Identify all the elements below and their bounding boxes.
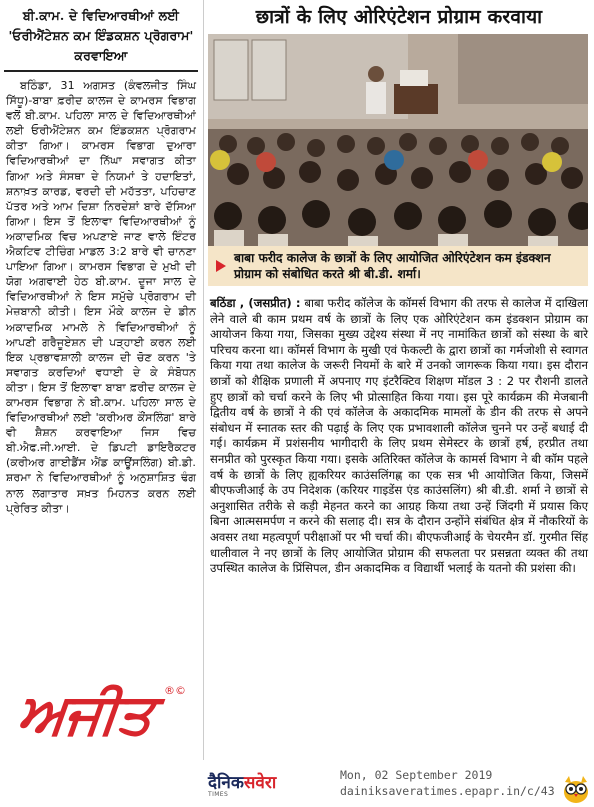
epaper-url: dainiksaveratimes.epapr.in/c/43 [340, 784, 555, 798]
hindi-article [208, 2, 590, 577]
brand-tagline: TIMES [208, 791, 229, 798]
punjabi-body-text: ਬਠਿੰਡਾ, 31 ਅਗਸਤ (ਕੰਵਲਜੀਤ ਸਿੰਘ ਸਿੱਧੂ)-ਬਾਬਾ ਫ਼ਰੀਦ ਕਾਲਜ ਦੇ ਕਾਮਰਸ ਵਿਭਾਗ ਵਲੋਂ ਬੀ.ਕਾਮ. ਪਹਿਲਾ ਸਾਲ ਦੇ ਵਿਦਿਆਰਥੀਆਂ ਲਈ ਓਰੀਐਂਟੇਸ਼ਨ ਕਮ ਇੰਡਕਸ਼ਨ ਪ੍ਰੋਗਰਾਮ ਕੀਤਾ ਗਿਆ। ਕਾਮਰਸ ਵਿਭਾਗ ਦੁਆਰਾ ਵਿਦਿਆਰਥੀਆਂ ਦਾ ਨਿੱਘਾ ਸਵਾਗਤ ਕੀਤਾ ਗਿਆ ਅਤੇ ਸੰਸਥਾ ਦੇ ਨਿਯਮਾਂ ਤੇ ਹਦਾਇਤਾਂ, ਸ਼ਨਾਖ਼ਤ ਕਾਰਡ, ਵਰਦੀ ਦੀ ਮਹੱਤਤਾ, ਪਹਿਚਾਣ ਪੱਤਰ ਅਤੇ ਆਮ ਦਿਸ਼ਾ ਨਿਰਦੇਸ਼ਾਂ ਬਾਰੇ ਦੱਸਿਆ ਗਿਆ। ਇਸ ਤੋਂ ਇਲਾਵਾ ਵਿਦਿਆਰਥੀਆਂ ਨੂੰ ਅਕਾਦਮਿਕ ਵਿਚ ਅਪਣਾਏ ਜਾਣ ਵਾਲੇ ਇੰਟਰ ਐਕਟਿਵ ਟੀਚਿੰਗ ਮਾਡਲ 3:2 ਬਾਰੇ ਵੀ ਚਾਨਣਾ ਪਾਇਆ ਗਿਆ। ਕਾਮਰਸ ਵਿਭਾਗ ਦੇ ਮੁਖੀ ਦੀ ਯੋਗ ਅਗਵਾਈ ਹੇਠ ਬੀ.ਕਾਮ. ਦੂਜਾ ਸਾਲ ਦੇ ਵਿਦਿਆਰਥੀਆਂ ਨੇ ਇਸ ਸਮੁੱਚੇ ਪ੍ਰੋਗਰਾਮ ਦੀ ਮੇਜ਼ਬਾਨੀ ਕੀਤੀ। ਇਸ ਮੌਕੇ ਕਾਲਜ ਦੇ ਡੀਨ ਅਕਾਦਮਿਕ ਮਾਮਲੇ ਨੇ ਵਿਦਿਆਰਥੀਆਂ ਨੂੰ ਆਪਣੀ ਗਰੈਜੂਏਸ਼ਨ ਦੀ ਪੜ੍ਹਾਈ ਕਰਨ ਲਈ ਇਕ ਪ੍ਰਭਾਵਸ਼ਾਲੀ ਕਾਲਜ ਦੀ ਚੋਣ ਕਰਨ 'ਤੇ ਸਵਾਗਤ ਕਰਦਿਆਂ ਵਧਾਈ ਦੇ ਕੇ ਸੰਬੋਧਨ ਕੀਤਾ। ਇਸ ਤੋਂ ਇਲਾਵਾ ਬਾਬਾ ਫ਼ਰੀਦ ਕਾਲਜ ਦੇ ਕਾਮਰਸ ਵਿਭਾਗ ਨੇ ਬੀ.ਕਾਮ. ਪਹਿਲਾ ਸਾਲ ਦੇ ਵਿਦਿਆਰਥੀਆਂ ਲਈ 'ਕਰੀਅਰ ਕੌਂਸਲਿੰਗ' ਬਾਰੇ ਵੀ ਸ਼ੈਸ਼ਨ ਕਰਵਾਇਆ ਜਿਸ ਵਿਚ ਬੀ.ਐਫ.ਜੀ.ਆਈ. ਦੇ ਡਿਪਟੀ ਡਾਇਰੈਕਟਰ (ਕਰੀਅਰ ਗਾਈਡੈਂਸ ਐਂਡ ਕਾਊਂਸਲਿੰਗ) ਬੀ.ਡੀ. ਸ਼ਰਮਾ ਨੇ ਵਿਦਿਆਰਥੀਆਂ ਨੂੰ ਅਨੁਸ਼ਾਸ਼ਿਤ ਢੰਗ ਨਾਲ ਲਗਾਤਾਰ ਸਖ਼ਤ ਮਿਹਨਤ ਕਰਨ ਲਈ ਪ੍ਰੇਰਿਤ ਕੀਤਾ। [6, 79, 196, 515]
owl-mascot-icon [561, 774, 591, 804]
photo-caption [208, 246, 588, 286]
ajit-logo [14, 681, 188, 747]
edition-date: Mon, 02 September 2019 [340, 768, 493, 782]
punjabi-headline: ਬੀ.ਕਾਮ. ਦੇ ਵਿਦਿਆਰਥੀਆਂ ਲਈ 'ਓਰੀਐਂਟੇਸ਼ਨ ਕਮ ਇੰਡਕਸ਼ਨ ਪ੍ਰੋਗਰਾਮ' ਕਰਵਾਇਆ [4, 6, 198, 72]
hindi-headline: छात्रों के लिए ओरिएंटेशन प्रोग्राम करवाया [255, 6, 543, 28]
ajit-logo-text: ਅਜੀਤ [14, 681, 156, 747]
epaper-footer [208, 768, 594, 807]
brand-name-left: दैनिक [208, 773, 244, 793]
hindi-article-body [208, 296, 590, 577]
brand-name-right: सवेरा [243, 773, 277, 793]
dainik-savera-logo [208, 770, 326, 800]
event-photo [208, 34, 588, 246]
event-photo-illustration [208, 34, 588, 246]
photo-caption-text: बाबा फरीद कालेज के छात्रों के लिए आयोजित ओरिएंटेशन कम इंडक्शन प्रोग्राम को संबोधित करते श्री बी.डी. शर्मा। [234, 251, 551, 281]
column-divider [203, 0, 204, 760]
punjabi-article [4, 6, 198, 746]
hindi-body-text: बाबा फरीद कॉलेज के कॉमर्स विभाग की तरफ से कालेज में दाखिला लेने वाले बी काम प्रथम वर्ष के छात्रों के लिए एक ओरिएंटेशन कम इंडक्शन प्रोग्राम का आयोजन किया गया, जिसका मुख्य उद्देश्य संस्था में नए नामांकित छात्रों को संस्था के बारे परिचय करना था। कॉमर्स विभाग के मुखी एवं फेकल्टी के द्वारा छात्रों का गर्मजोशी से स्वागत किया गया तथा कालेज के जरूरी नियमों के बारे में उनको जागरूक किया गया। इस दौरान छात्रों को शैक्षिक प्रणाली में अपनाए गए इंटरैक्टिव शिक्षण मॉडल 3 : 2 पर रौशनी डालते हुए छात्रों को चर्चा करने के लिए भी प्रोत्साहित किया गया। इस पूरे कार्यक्रम की मेजबानी द्वितीय वर्ष के छात्रों ने की एवं कॉलेज के अकादमिक मामलों के डीन की तरफ से अपने संबोधन में स्नातक स्तर की पढ़ाई के लिए एक प्रभावशाली कॉलेज चुनने पर उन्हें बधाई दी गई। कार्यक्रम में प्रशंसनीय भागीदारी के लिए प्रथम सेमेस्टर के छात्रों हर्ष, हरप्रीत तथा सनप्रीत को पुरस्कृत किया गया। इसके अतिरिक्त कॉलेज के कामर्स विभाग ने बी कॉम पहले वर्ष के छात्रों के लिए ह्यकरियर काउंसलिंगह्ण का एक सत्र भी आयोजित किया, जिसमें बीएफजीआई के उप निदेशक (करियर गाइडेंस एंड काउंसलिंग) श्री बी.डी. शर्मा ने छात्रों से अनुशासित तरीके से कड़ी मेहनत करने का आग्रह किया तथा उन्हें जिंदगी में प्रयास किए बिना आत्मसमर्पण न करने की सलाह दी। सत्र के दौरान उन्होंने संबंधित क्षेत्र में नौकरियों के अवसर तथा महत्वपूर्ण परीक्षाओं पर भी चर्चा की। बीएफजीआई के चेयरमैन डॉ. गुरमीत सिंह धालीवाल ने नए छात्रों के लिए आयोजित प्रोग्राम की सफलता पर प्रसन्नता व्यक्त की तथा उपस्थित कालेज के प्रिंसिपल, डीन अकादमिक व विद्यार्थी भलाई के यतनो की प्रशंसा की। [210, 296, 588, 576]
punjabi-article-body [4, 78, 198, 516]
caption-arrow-icon [216, 260, 226, 272]
hindi-body-paragraph [210, 296, 588, 577]
dateline: बठिंडा , (जसप्रीत) : [210, 296, 301, 310]
registered-mark: ®© [164, 684, 186, 697]
